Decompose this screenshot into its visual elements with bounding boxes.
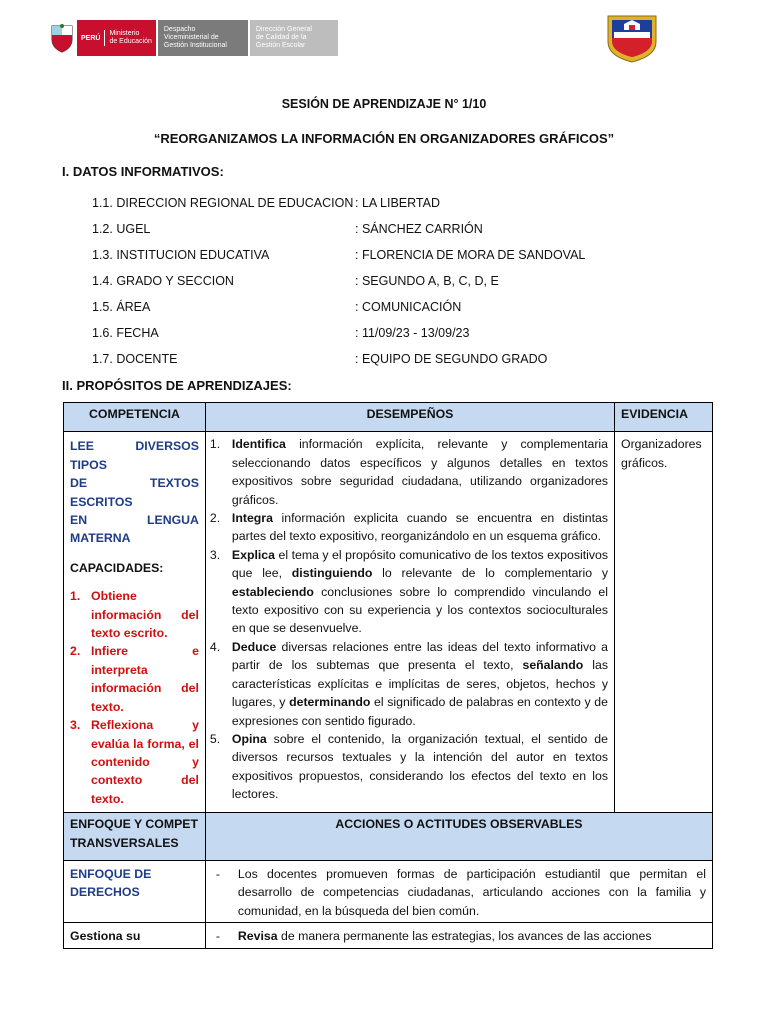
desempeno-text: las características explícitas e implícitas de seres, objetos, hechos y lugares, y xyxy=(231,658,609,710)
peru-label: PERÚ xyxy=(81,34,101,42)
item-number: 1. xyxy=(70,589,81,604)
item-number: 3. xyxy=(70,718,81,733)
desempeno-text: conclusiones sobre lo comprendido vinculando el texto expositivo con su experiencia y los contextos socioculturales en que se desenvuelve. xyxy=(231,584,608,636)
capacidad-line: texto escrito. xyxy=(91,626,168,641)
list-item xyxy=(210,730,608,804)
info-row xyxy=(92,248,712,266)
list-item xyxy=(212,865,706,920)
item-number: 4. xyxy=(209,639,221,654)
enfoque-text: Los docentes promueven formas de participación estudiantil que permitan el desarrollo de competencias ciudadanas, articulando acciones con la familia y comunidad, en la búsqueda del bien común. xyxy=(237,866,706,918)
desempeno-verb: estableciendo xyxy=(231,584,314,599)
item-number: 2. xyxy=(70,644,81,659)
info-label: 1.7. DOCENTE xyxy=(92,352,178,366)
desempenos-cell xyxy=(205,432,614,813)
desempeno-verb: distinguiendo xyxy=(291,566,373,581)
session-title: SESIÓN DE APRENDIZAJE N° 1/10 xyxy=(281,97,487,111)
capacidad-line: texto. xyxy=(91,699,124,714)
info-value: : LA LIBERTAD xyxy=(355,196,440,210)
capacidad-line: Infiere e xyxy=(91,644,199,659)
enfoque-acciones xyxy=(205,860,712,922)
minedu-logo xyxy=(47,20,338,56)
competencia-cell xyxy=(64,432,206,813)
info-value: : 11/09/23 - 13/09/23 xyxy=(355,326,470,340)
desempeno-text: el significado de palabras en contexto y de expresiones con sentido figurado. xyxy=(231,695,608,728)
info-row xyxy=(92,274,712,292)
capacidad-line: contexto del xyxy=(91,773,199,788)
info-value: : EQUIPO DE SEGUNDO GRADO xyxy=(355,352,548,366)
desempenos-list xyxy=(210,435,608,803)
desempeno-text: sobre el contenido, la organización textual, el sentido de diversos recursos textuales y la intención del autor en textos expositivos propuestos, considerando los efectos del texto en los lectores. xyxy=(231,731,608,802)
section-propositos: II. PROPÓSITOS DE APRENDIZAJES: xyxy=(62,378,292,393)
capacidad-line: interpreta xyxy=(91,662,148,677)
table-row xyxy=(64,923,713,949)
competencia-line: MATERNA xyxy=(70,531,131,546)
gestiona-acciones xyxy=(205,923,712,949)
desempeno-verb: Integra xyxy=(231,511,273,526)
header-competencia: COMPETENCIA xyxy=(64,403,206,432)
capacidades-title: CAPACIDADES: xyxy=(70,560,164,575)
list-item xyxy=(210,638,608,730)
capacidad-line: texto. xyxy=(91,791,124,806)
list-item xyxy=(70,716,199,808)
info-label: 1.4. GRADO Y SECCION xyxy=(92,274,234,288)
ministerio-line: de Educación xyxy=(109,38,152,45)
capacidad-line: información del xyxy=(91,607,199,622)
despacho-box xyxy=(158,20,248,56)
direccion-box xyxy=(250,20,338,56)
gestiona-verb: Revisa xyxy=(237,929,278,944)
despacho-line: Gestión Institucional xyxy=(163,42,227,49)
capacidad-line: Obtiene xyxy=(91,589,137,604)
competencia-line: LEE DIVERSOS TIPOS xyxy=(70,439,199,472)
desempeno-text: información explícita, relevante y complementaria seleccionando datos específicos y algunos detalles en textos expositivos sobre seguridad ciudadana, utilizando organizadores gráficos. xyxy=(231,437,608,507)
list-item xyxy=(210,435,608,509)
capacidad-line: evalúa la forma, el xyxy=(91,736,199,751)
header-evidencia: EVIDENCIA xyxy=(615,403,713,432)
info-label: 1.5. ÁREA xyxy=(92,300,151,314)
dash-bullet: - xyxy=(215,929,221,944)
item-number: 2. xyxy=(209,511,221,526)
info-value: : SEGUNDO A, B, C, D, E xyxy=(355,274,499,288)
desempeno-text: el tema y el propósito comunicativo de los textos expositivos que lee, xyxy=(231,547,608,581)
section-datos-informativos: I. DATOS INFORMATIVOS: xyxy=(62,164,224,179)
direccion-line: de Calidad de la xyxy=(255,34,307,41)
item-number: 5. xyxy=(209,731,221,746)
list-item xyxy=(212,927,706,945)
info-row xyxy=(92,326,712,344)
table-header-row xyxy=(64,403,713,432)
gestiona-name: Gestiona su xyxy=(64,923,206,949)
direccion-line: Gestión Escolar xyxy=(255,42,306,49)
gestiona-text: de manera permanente las estrategias, los avances de las acciones xyxy=(277,929,652,944)
info-label: 1.2. UGEL xyxy=(92,222,151,236)
desempeno-text: lo relevante de lo complementario y xyxy=(372,566,608,581)
despacho-line: Despacho xyxy=(163,26,196,33)
desempeno-verb: señalando xyxy=(522,658,584,673)
info-value: : SÁNCHEZ CARRIÓN xyxy=(355,222,483,236)
table-row xyxy=(64,860,713,922)
desempeno-text: información explicita cuando se encuentra en distintas partes del texto expositivo, reorganizándolo en un esquema gráfico. xyxy=(231,511,608,544)
evidencia-cell: Organizadores gráficos. xyxy=(615,432,713,813)
competencia-line: DE TEXTOS ESCRITOS xyxy=(70,476,199,509)
propositos-table xyxy=(63,402,713,949)
competencia-line: EN LENGUA xyxy=(70,513,199,528)
ministerio-line: Ministerio xyxy=(109,30,140,37)
desempeno-verb: Identifica xyxy=(231,437,286,452)
info-value: : FLORENCIA DE MORA DE SANDOVAL xyxy=(355,248,586,262)
header-desempenos: DESEMPEÑOS xyxy=(205,403,614,432)
dash-bullet: - xyxy=(215,866,221,881)
capacidad-line: Reflexiona y xyxy=(91,718,199,733)
capacidad-line: información del xyxy=(91,681,199,696)
school-crest-icon xyxy=(604,8,660,64)
despacho-line: Viceministerial de xyxy=(163,34,219,41)
page-header xyxy=(0,0,768,80)
enfoque-name: ENFOQUE DE DERECHOS xyxy=(64,860,206,922)
desempeno-verb: Opina xyxy=(231,731,267,746)
list-item xyxy=(210,546,608,638)
peru-shield-icon xyxy=(47,20,77,56)
list-item xyxy=(70,642,199,716)
capacidad-line: contenido y xyxy=(91,754,199,769)
desempeno-text: diversas relaciones entre las ideas del texto informativo a partir de los subtemas que presenta el texto, xyxy=(231,639,608,673)
info-label: 1.6. FECHA xyxy=(92,326,159,340)
info-label: 1.1. DIRECCION REGIONAL DE EDUCACION xyxy=(92,196,354,210)
item-number: 1. xyxy=(209,437,221,452)
desempeno-verb: Explica xyxy=(231,547,275,562)
info-row xyxy=(92,300,712,318)
info-row xyxy=(92,222,712,240)
desempeno-verb: determinando xyxy=(289,695,371,710)
table-row xyxy=(64,432,713,813)
list-item xyxy=(70,587,199,642)
header-acciones: ACCIONES O ACTITUDES OBSERVABLES xyxy=(205,813,712,861)
header-enfoque: ENFOQUE Y COMPET TRANSVERSALES xyxy=(64,813,206,861)
peru-ministerio-box xyxy=(77,20,156,56)
desempeno-verb: Deduce xyxy=(231,639,277,654)
direccion-line: Dirección General xyxy=(255,26,312,33)
item-number: 3. xyxy=(209,547,221,562)
list-item xyxy=(210,509,608,546)
session-subtitle: “REORGANIZAMOS LA INFORMACIÓN EN ORGANIZADORES GRÁFICOS” xyxy=(153,131,615,146)
info-value: : COMUNICACIÓN xyxy=(355,300,462,314)
info-row xyxy=(92,352,712,370)
capacidades-list xyxy=(70,587,199,808)
info-row xyxy=(92,196,712,214)
enfoque-header-row xyxy=(64,813,713,861)
info-label: 1.3. INSTITUCION EDUCATIVA xyxy=(92,248,270,262)
